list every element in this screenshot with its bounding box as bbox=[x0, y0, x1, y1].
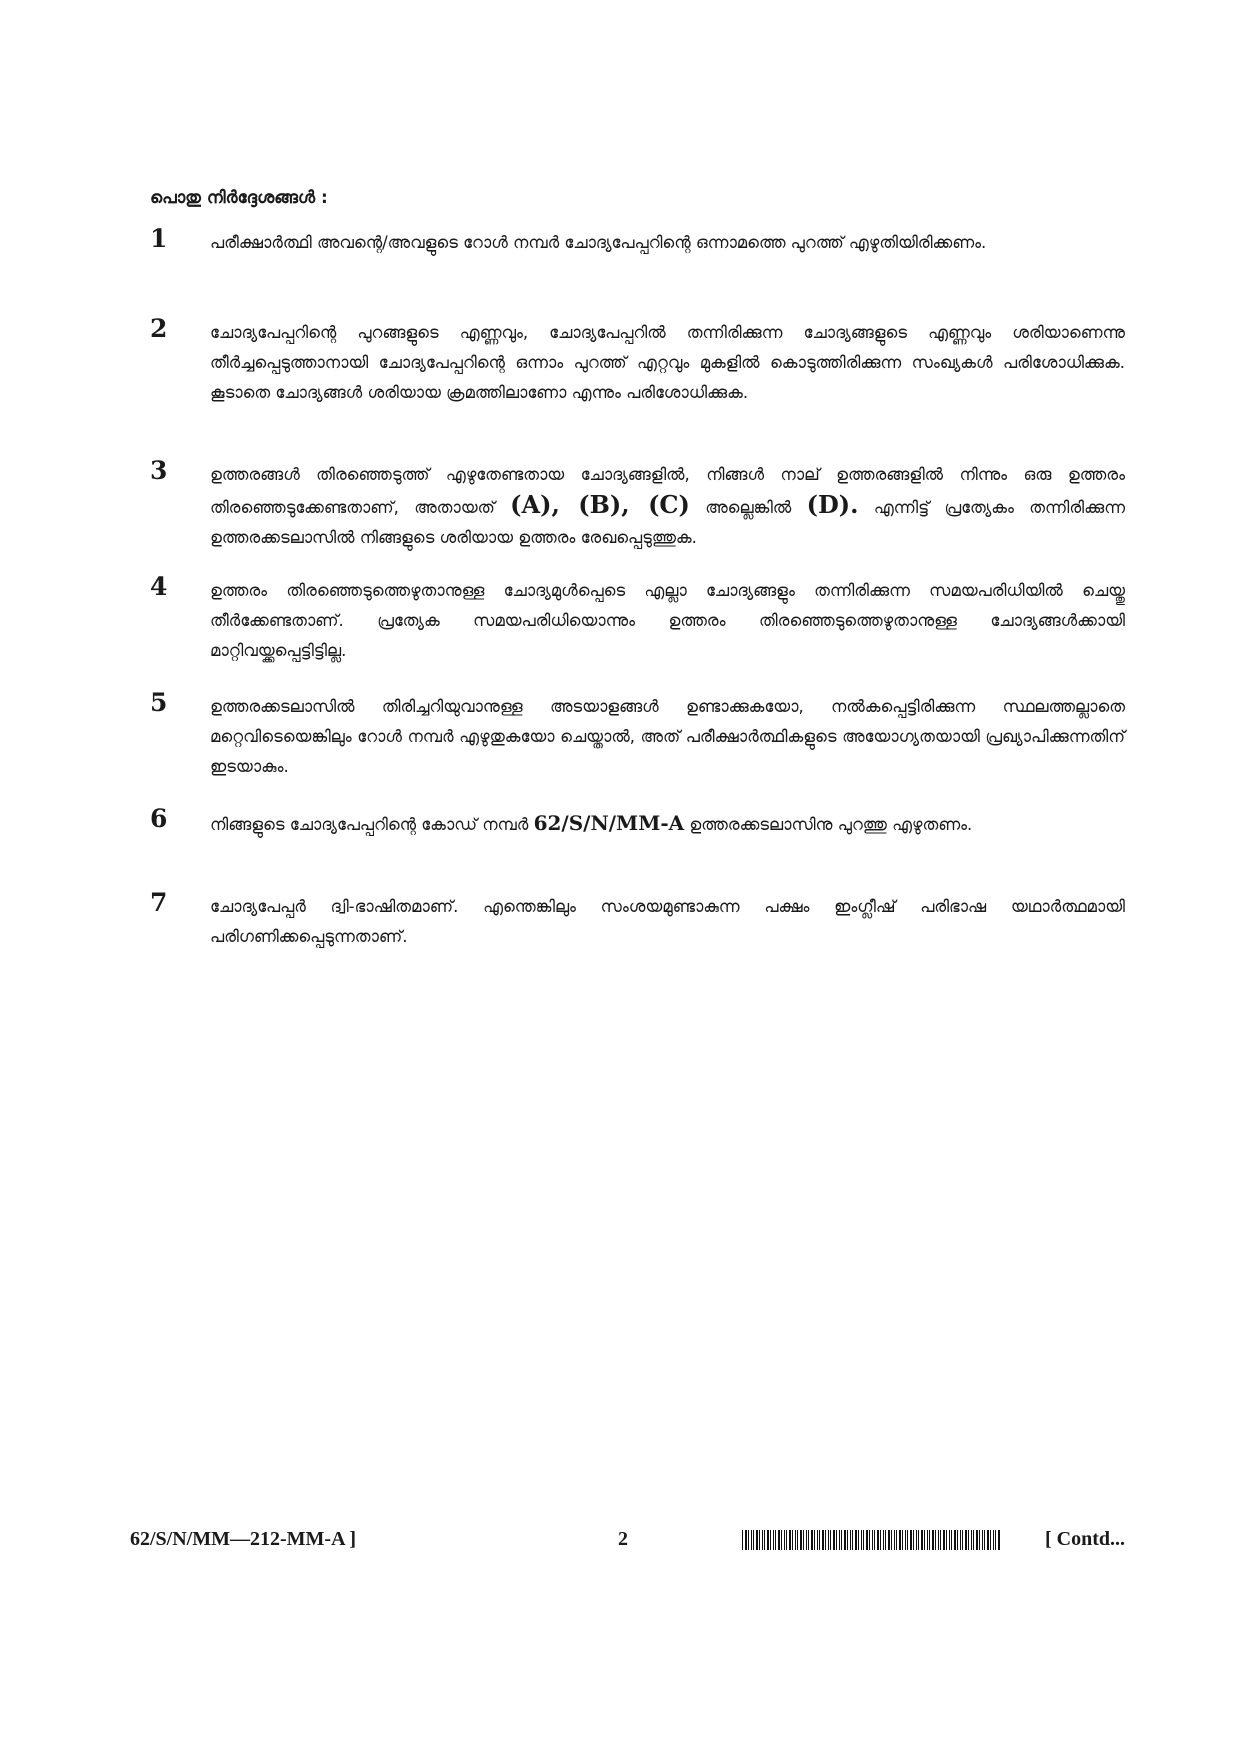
question-paper-code: 62/S/N/MM-A bbox=[533, 811, 685, 835]
instruction-number: 1 bbox=[150, 224, 168, 253]
instruction-number: 5 bbox=[150, 688, 168, 717]
instruction-text bbox=[210, 808, 1125, 840]
section-heading: പൊതു നിർദ്ദേശങ്ങൾ : bbox=[150, 188, 328, 208]
page-number: 2 bbox=[618, 1528, 628, 1550]
footer-paper-code: 62/S/N/MM—212-MM-A ] bbox=[130, 1528, 357, 1550]
instruction-4 bbox=[150, 572, 1125, 666]
answer-options: (A), (B), (C) bbox=[510, 490, 690, 519]
page-footer bbox=[130, 1528, 1125, 1558]
instruction-6 bbox=[150, 804, 1125, 840]
instruction-text-part: ഉത്തരക്കടലാസിനു പുറത്തു എഴുതണം. bbox=[689, 815, 973, 834]
instruction-number: 7 bbox=[150, 888, 168, 917]
instruction-text: ഉത്തരം തിരഞ്ഞെടുത്തെഴുതാനുള്ള ചോദ്യമുൾപ്പെടെ എല്ലാ ചോദ്യങ്ങളും തന്നിരിക്കുന്ന സമയപരിധിയിൽ ചെയ്തു തീർക്കേണ്ടതാണ്. പ്രത്യേക സമയപരിധിയൊന്നും ഉത്തരം തിരഞ്ഞെടുത്തെഴുതാനുള്ള ചോദ്യങ്ങൾക്കായി മാറ്റിവയ്ക്കപ്പെട്ടിട്ടില്ല. bbox=[210, 581, 1125, 660]
instruction-1 bbox=[150, 224, 1125, 258]
answer-option-d: (D). bbox=[806, 490, 859, 519]
instruction-number: 6 bbox=[150, 804, 168, 833]
instruction-text: ഉത്തരക്കടലാസിൽ തിരിച്ചറിയുവാനുള്ള അടയാളങ്ങൾ ഉണ്ടാക്കുകയോ, നൽകപ്പെട്ടിരിക്കുന്ന സ്ഥലത്തല്ലാതെ മറ്റെവിടെയെങ്കിലും റോൾ നമ്പർ എഴുതുകയോ ചെയ്താൽ, അത് പരീക്ഷാർത്ഥികളുടെ അയോഗ്യതയായി പ്രഖ്യാപിക്കുന്നതിന് ഇടയാകും. bbox=[210, 697, 1125, 776]
instruction-number: 4 bbox=[150, 572, 168, 601]
instruction-number: 3 bbox=[150, 456, 168, 485]
instruction-text-part: ഉത്തരങ്ങൾ തിരഞ്ഞെടുത്ത് എഴുതേണ്ടതായ ചോദ്യങ്ങളിൽ, നിങ്ങൾ നാല് ഉത്തരങ്ങളിൽ നിന്നും ഒരു ഉത്തരം തിരഞ്ഞെടുക്കേണ്ടതാണ്, അതായത് bbox=[210, 465, 1125, 517]
instruction-text-part: നിങ്ങളുടെ ചോദ്യപേപ്പറിന്റെ കോഡ് നമ്പർ bbox=[210, 815, 529, 834]
instruction-7 bbox=[150, 888, 1125, 952]
instruction-text: ചോദ്യപേപ്പറിന്റെ പുറങ്ങളുടെ എണ്ണവും, ചോദ്യപേപ്പറിൽ തന്നിരിക്കുന്ന ചോദ്യങ്ങളുടെ എണ്ണവും ശരിയാണെന്നു തീർച്ചപ്പെടുത്താനായി ചോദ്യപേപ്പറിന്റെ ഒന്നാം പുറത്ത് എറ്റവും മുകളിൽ കൊടുത്തിരിക്കുന്ന സംഖ്യകൾ പരിശോധിക്കുക. കൂടാതെ ചോദ്യങ്ങൾ ശരിയായ ക്രമത്തിലാണോ എന്നും പരിശോധിക്കുക. bbox=[210, 323, 1125, 402]
instruction-number: 2 bbox=[150, 314, 168, 343]
instruction-text: ചോദ്യപേപ്പർ ദ്വി-ഭാഷിതമാണ്. എന്തെങ്കിലും സംശയമുണ്ടാകുന്ന പക്ഷം ഇംഗ്ലീഷ് പരിഭാഷ യഥാർത്ഥമായി പരിഗണിക്കപ്പെടുന്നതാണ്. bbox=[210, 897, 1125, 946]
instruction-text-part: എന്നിട്ട് പ്രത്യേകം തന്നിരിക്കുന്ന ഉത്തരക്കടലാസിൽ നിങ്ങളുടെ ശരിയായ ഉത്തരം രേഖപ്പെടുത്തുക. bbox=[210, 498, 1126, 547]
instruction-text-part: അല്ലെങ്കിൽ bbox=[705, 498, 792, 517]
instruction-5 bbox=[150, 688, 1125, 782]
continued-label: [ Contd... bbox=[1044, 1528, 1125, 1550]
barcode bbox=[742, 1530, 1000, 1550]
instruction-3 bbox=[150, 456, 1126, 553]
instruction-text bbox=[210, 460, 1125, 553]
instruction-text: പരീക്ഷാർത്ഥി അവന്റെ/അവളുടെ റോൾ നമ്പർ ചോദ്യപേപ്പറിന്റെ ഒന്നാമത്തെ പുറത്ത് എഴുതിയിരിക്കണം. bbox=[210, 233, 987, 252]
instruction-2 bbox=[150, 314, 1125, 408]
